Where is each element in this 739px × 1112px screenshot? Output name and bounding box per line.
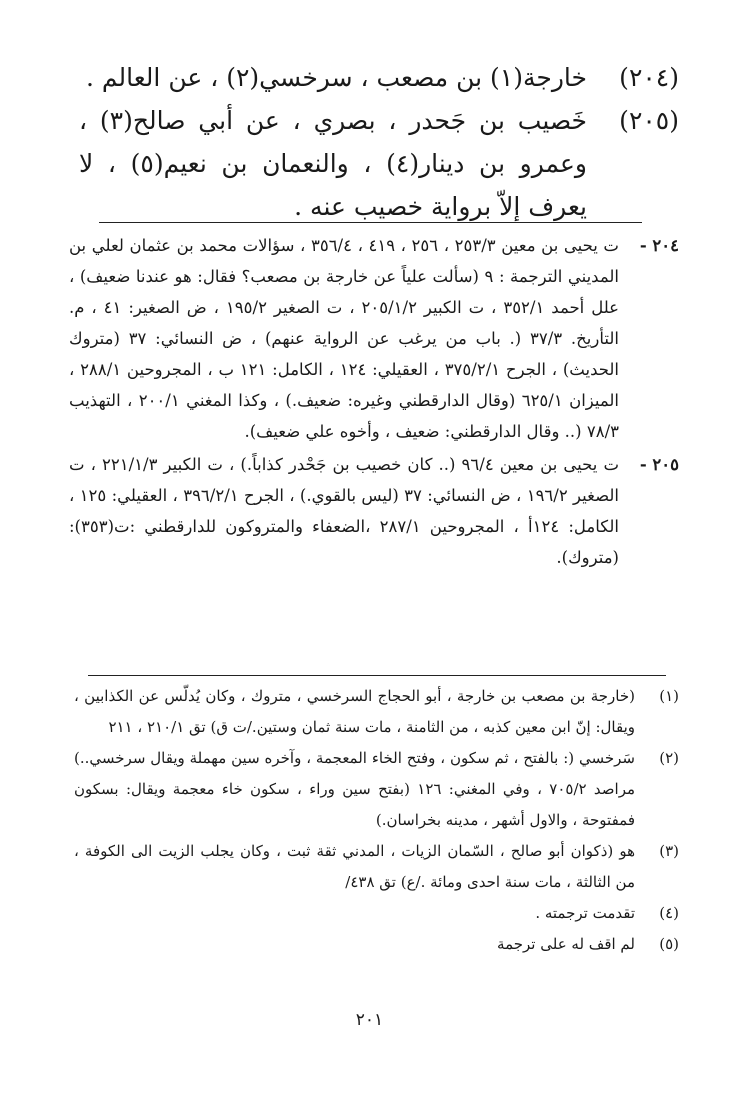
footnote-number: (٤) — [659, 904, 679, 922]
entry-text: خَصيب بن جَحدر ، بصري ، عن أبي صالح(٣) ، وعمرو بن دينار(٤) ، والنعمان بن نعيم(٥) ، لا يعرف إلاّ برواية خصيب عنه . — [79, 106, 587, 221]
note-number: ٢٠٤ - — [639, 236, 679, 255]
note-205 — [69, 449, 679, 573]
footnote-text: هو (ذكوان أبو صالح ، السّمان الزيات ، المدني ثقة ثبت ، وكان يجلب الزيت الى الكوفة ، من الثالثة ، مات سنة احدى ومائة ./ع) تق ٤٣٨/ — [74, 842, 635, 891]
entry-number: (٢٠٥) — [619, 106, 679, 135]
footnote — [74, 929, 679, 960]
footnote-number: (٢) — [659, 749, 679, 767]
footnotes-divider — [88, 675, 666, 676]
source-notes — [69, 230, 679, 573]
entry-204 — [79, 56, 679, 99]
note-text: ت يحيى بن معين ٩٦/٤ (.. كان خصيب بن جَحْدر كذاباً.) ، ت الكبير ٢٢١/١/٣ ، ت الصغير ١٩٦/٢ ، ض النسائي: ٣٧ (ليس بالقوي.) ، الجرح ٣٩٦/٢/١ ، العقيلي: ١٢٥ ، الكامل: ١٢٤أ ، المجروحين ٢٨٧/١ ،الضعفاء والمتروكون للدارقطني :ت(٣٥٣):(متروك). — [69, 455, 620, 567]
main-entries — [79, 56, 679, 228]
footnote — [74, 743, 679, 836]
footnote-number: (٣) — [659, 842, 679, 860]
entries-divider — [99, 222, 642, 223]
page-number: ٢٠١ — [355, 1010, 384, 1030]
footnotes — [74, 681, 679, 960]
entry-number: (٢٠٤) — [619, 63, 679, 92]
footnote-text: تقدمت ترجمته . — [535, 904, 635, 922]
footnote — [74, 898, 679, 929]
footnote-number: (١) — [659, 687, 679, 705]
footnote-text: لم اقف له على ترجمة — [497, 935, 635, 953]
footnote — [74, 681, 679, 743]
entry-205 — [79, 99, 679, 228]
note-204 — [69, 230, 679, 447]
footnote-text: سَرخسي (: بالفتح ، ثم سكون ، وفتح الخاء المعجمة ، وآخره سين مهملة ويقال سرخسي..) مراصد ٧٠٥/٢ ، وفي المغني: ١٢٦ (بفتح سين وراء ، سكون خاء معجمة ويقال: بسكون فمفتوحة ، والاول أشهر ، مدينه بخراسان.) — [74, 749, 636, 829]
entry-text: خارجة(١) بن مصعب ، سرخسي(٢) ، عن العالم . — [85, 63, 587, 92]
footnote — [74, 836, 679, 898]
footnote-number: (٥) — [659, 935, 679, 953]
note-text: ت يحيى بن معين ٢٥٣/٣ ، ٢٥٦ ، ٤١٩ ، ٣٥٦/٤ ، سؤالات محمد بن عثمان لعلي بن المديني الترجمة : ٩ (سألت علياً عن خارجة بن مصعب؟ فقال: هو عندنا ضعيف) ، علل أحمد ٣٥٢/١ ، ت الكبير ٢٠٥/١/٢ ، ت الصغير ١٩٥/٢ ، ض الصغير: ٤١ ، م. التأريخ. ٣٧/٣ (. باب من يرغب عن الرواية عنهم) ، ض النسائي: ٣٧ (متروك الحديث) ، الجرح ٣٧٥/٢/١ ، العقيلي: ١٢٤ ، الكامل: ١٢١ ب ، المجروحين ٢٨٨/١ ، الميزان ٦٢٥/١ (وقال الدارقطني وغيره: ضعيف.) ، وكذا المغني ٢٠٠/١ ، التهذيب ٧٨/٣ (.. وقال الدارقطني: ضعيف ، وأخوه علي ضعيف). — [69, 236, 620, 441]
note-number: ٢٠٥ - — [639, 455, 679, 474]
footnote-text: (خارجة بن مصعب بن خارجة ، أبو الحجاج السرخسي ، متروك ، وكان يُدلّس عن الكذابين ، ويقال: إنّ ابن معين كذبه ، من الثامنة ، مات سنة ثمان وستين./ت ق) تق ٢١٠/١ ، ٢١١ — [74, 687, 635, 736]
